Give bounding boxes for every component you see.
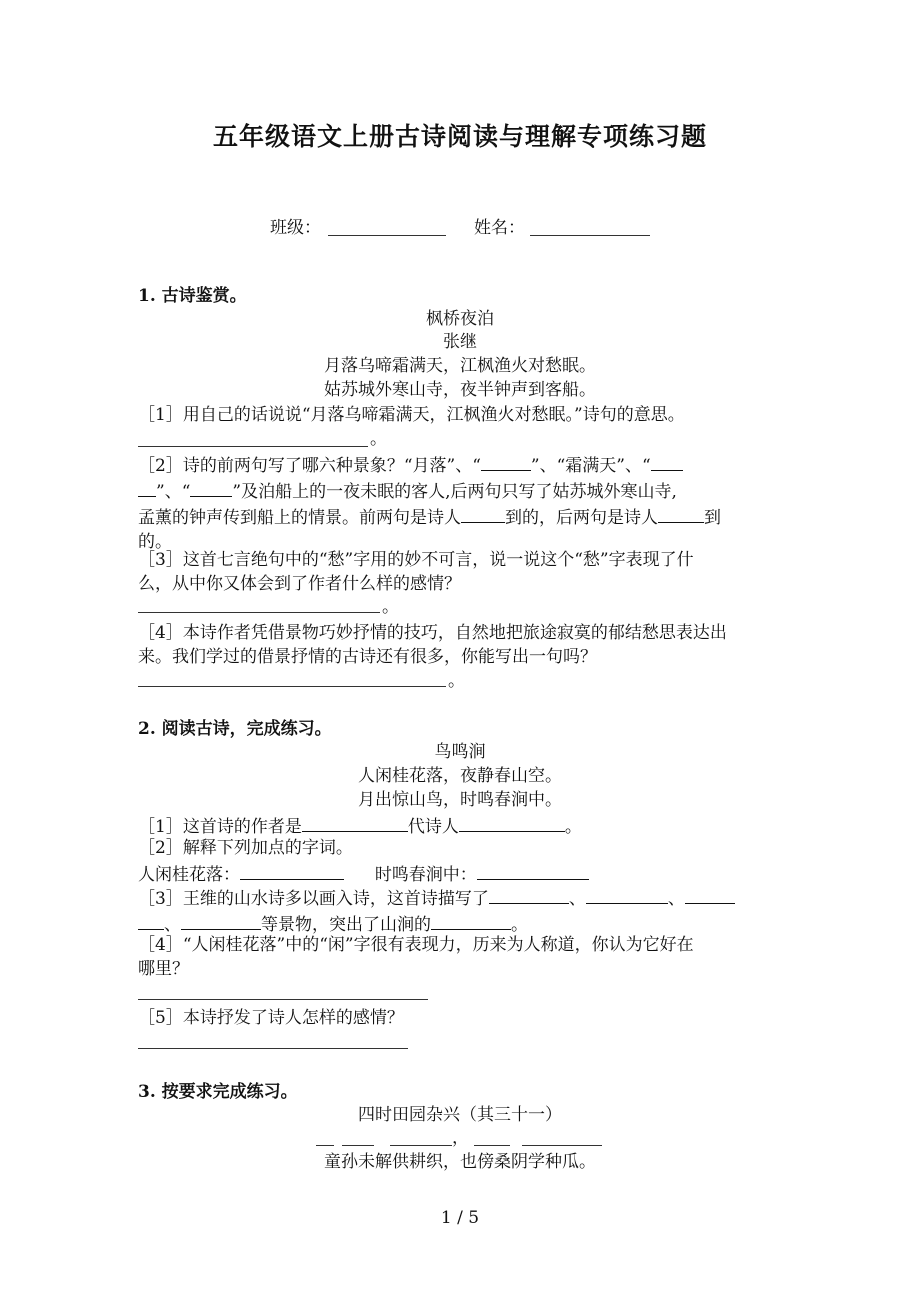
poem-2-line: 月出惊山鸟，时鸣春涧中。 [358,790,562,810]
question-1-1: ［1］用自己的话说说“月落乌啼霜满天，江枫渔火对愁眠。”诗句的意思。 [138,405,685,425]
poem-1-line: 月落乌啼霜满天，江枫渔火对愁眠。 [324,356,596,376]
question-2-1: ［1］这首诗的作者是 代诗人 。 [138,813,582,838]
question-1-3-line1: ［3］这首七言绝句中的“愁”字用的妙不可言，说一说这个“愁”字表现了什 [138,550,694,570]
answer-line [138,999,428,1000]
question-2-4-line1: ［4］“人闲桂花落”中的“闲”字很有表现力，历来为人称道，你认为它好在 [138,935,694,955]
question-1-4-line2: 来。我们学过的借景抒情的古诗还有很多，你能写出一句吗？ [138,647,597,667]
section-2-heading: 2. 阅读古诗，完成练习。 [138,719,332,739]
section-3-heading: 3. 按要求完成练习。 [138,1082,298,1102]
question-2-2: ［2］解释下列加点的字词。 [138,838,353,858]
class-blank [328,235,446,236]
answer-line [138,1048,408,1049]
answer-end: 。 [382,597,399,617]
page-title: 五年级语文上册古诗阅读与理解专项练习题 [212,122,707,151]
fill-blank [390,1145,452,1146]
answer-line [138,612,380,613]
poem-3-line: 童孙未解供耕织，也傍桑阴学种瓜。 [324,1152,596,1172]
poem-2-line: 人闲桂花落，夜静春山空。 [358,766,562,786]
answer-end: 。 [370,429,387,449]
class-label: 班级： [270,218,321,238]
name-label: 姓名： [474,218,525,238]
question-2-3: ［3］王维的山水诗多以画入诗，这首诗描写了 、 、 、 等景物，突出了山涧的 。 [138,885,782,937]
poem-3-title: 四时田园杂兴（其三十一） [358,1105,562,1125]
fill-blank [522,1145,602,1146]
name-blank [530,235,650,236]
section-1-heading: 1. 古诗鉴赏。 [138,286,247,306]
answer-line [138,686,446,687]
answer-end: 。 [448,671,465,691]
question-1-2: ［2］诗的前两句写了哪六种景象？“月落”、“ ”、“霜满天”、“ ”、“ ”及泊船上的一夜未眠的客人,后两句只写了姑苏城外寒山寺, 孟薰的钟声传到船上的情景。前两句是诗人 到的，后两句是诗人 到 的。 [138,452,782,554]
poem-3-comma: ， [452,1128,469,1148]
fill-blank [474,1145,510,1146]
question-1-4-line1: ［4］本诗作者凭借景物巧妙抒情的技巧，自然地把旅途寂寞的郁结愁思表达出 [138,623,727,643]
question-1-3-line2: 么，从中你又体会到了作者什么样的感情？ [138,574,461,594]
fill-blank [316,1145,334,1146]
poem-2-title: 鸟鸣涧 [434,742,486,762]
page-number: 1 / 5 [440,1208,480,1228]
answer-line [138,446,368,447]
question-2-4-line2: 哪里？ [138,959,189,979]
poem-1-line: 姑苏城外寒山寺，夜半钟声到客船。 [324,380,596,400]
question-2-5: ［5］本诗抒发了诗人怎样的感情？ [138,1008,404,1028]
poem-1-author: 张继 [443,332,477,352]
fill-blank [342,1145,374,1146]
question-2-2-words: 人闲桂花落： 时鸣春涧中： [138,861,589,886]
poem-1-title: 枫桥夜泊 [426,309,494,329]
